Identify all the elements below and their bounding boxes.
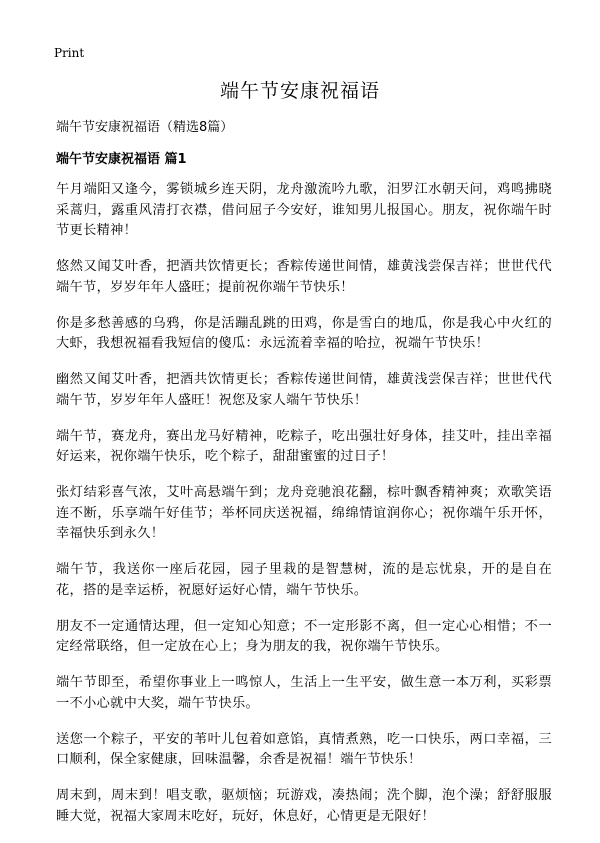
paragraph-8: 朋友不一定通情达理，但一定知心知意；不一定形影不离，但一定心心相惜；不一定经常联络，但一定放在心上；身为朋友的我，祝你端午节快乐。 (56, 618, 552, 654)
paragraph-5: 端午节，赛龙舟，赛出龙马好精神，吃粽子，吃出强壮好身体，挂艾叶，挂出幸福好运来，祝你端午快乐，吃个粽子，甜甜蜜蜜的过日子！ (56, 428, 552, 464)
paragraph-7: 端午节，我送你一座后花园，园子里栽的是智慧树，流的是忘忧泉，开的是自在花，搭的是幸运桥，祝愿好运好心情，端午节快乐。 (56, 562, 552, 598)
paragraph-10: 送您一个粽子，平安的苇叶儿包着如意馅，真情煮熟，吃一口快乐，两口幸福，三口顺利，保全家健康，回味温馨，余香是祝福！端午节快乐！ (56, 731, 552, 767)
paragraph-3: 你是多愁善感的乌鸦，你是活蹦乱跳的田鸡，你是雪白的地瓜，你是我心中火红的大虾，我想祝福看我短信的傻瓜：永远流着幸福的哈拉，祝端午节快乐！ (56, 315, 552, 351)
document-subtitle: 端午节安康祝福语（精选8篇） (56, 120, 234, 135)
paragraph-4: 幽然又闻艾叶香，把酒共饮情更长；香粽传递世间情，雄黄浅尝保吉祥；世世代代端午节，岁岁年年人盛旺！祝您及家人端午节快乐！ (56, 372, 552, 408)
article-body (56, 180, 552, 843)
paragraph-2: 悠然又闻艾叶香，把酒共饮情更长；香粽传递世间情，雄黄浅尝保吉祥；世世代代端午节，岁岁年年人盛旺；提前祝你端午节快乐！ (56, 259, 552, 295)
print-link[interactable]: Print (54, 46, 85, 60)
paragraph-9: 端午节即至，希望你事业上一鸣惊人，生活上一生平安，做生意一本万利，买彩票一不小心就中大奖，端午节快乐。 (56, 675, 552, 711)
paragraph-6: 张灯结彩喜气浓，艾叶高悬端午到；龙舟竞驰浪花翻，棕叶飘香精神爽；欢歌笑语连不断，乐享端午好佳节；举杯同庆送祝福，绵绵情谊润你心；祝你端午乐开怀，幸福快乐到永久！ (56, 485, 552, 541)
section-heading: 端午节安康祝福语 篇1 (56, 152, 187, 167)
paragraph-11: 周末到，周末到！唱支歌，驱烦恼；玩游戏，凑热闹；洗个脚，泡个澡；舒舒服服睡大觉，祝福大家周末吃好，玩好，休息好，心情更是无限好！ (56, 788, 552, 824)
page-title: 端午节安康祝福语 (219, 80, 380, 102)
paragraph-1: 午月端阳又逢今，雾锁城乡连天阴，龙舟激流吟九歌，汨罗江水朝天问，鸡鸣拂晓采蒿归，露重风清打衣襟，借问屈子今安好，谁知男儿报国心。朋友，祝你端午时节更长精神！ (56, 182, 552, 238)
